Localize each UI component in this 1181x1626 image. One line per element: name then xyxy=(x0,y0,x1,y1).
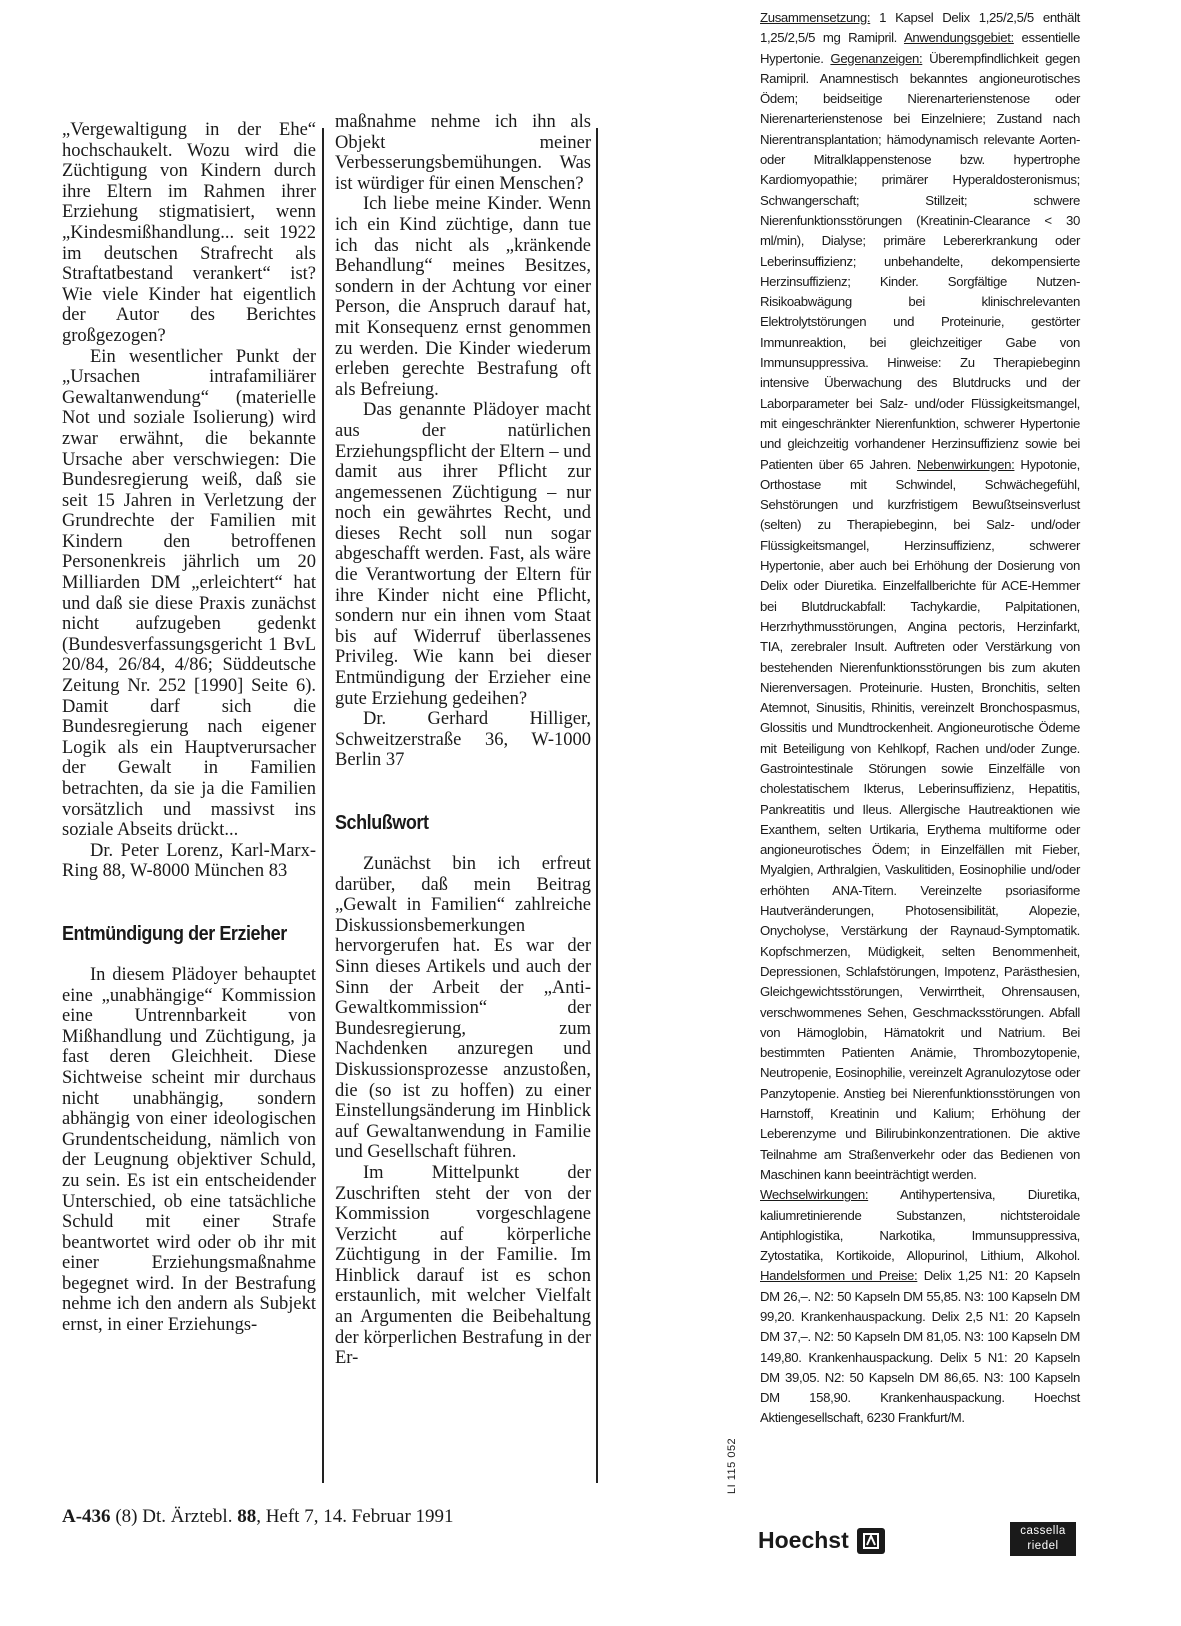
middle-column-text-2 xyxy=(335,854,591,1369)
paragraph: Das genannte Plädoyer macht aus der natürlichen Erziehungspflicht der Eltern – und damit aus ihrer Pflicht zur angemessenen Züchtigung – nur noch ein gewährtes Recht, und dieses Recht soll nun sogar abgeschafft werden. Fast, als wäre die Verantwortung der Eltern für ihre Kinder nicht eine Pflicht, sondern nur ein ihnen vom Staat bis auf Widerruf überlassenes Privileg. Wie kann bei dieser Entmündigung der Erzieher eine gute Erziehung gedeihen? xyxy=(335,400,591,709)
paragraph: maßnahme nehme ich ihn als Objekt meiner Verbesserungsbemühungen. Was ist würdiger für einen Menschen? xyxy=(335,112,591,194)
middle-column-text xyxy=(335,112,591,771)
hoechst-logo-icon xyxy=(857,1528,885,1554)
middle-column xyxy=(335,112,591,1369)
paragraph: „Vergewaltigung in der Ehe“ hochschaukelt. Wozu wird die Züchtigung von Kindern durch ihre Eltern im Rahmen ihrer Erziehung stigmatisiert, wenn „Kindesmißhandlung... seit 1922 im deutschen Strafrecht als Straftatbestand verankert“ ist? Wie viele Kinder hat eigentlich der Autor des Berichtes großgezogen? xyxy=(62,120,316,346)
label-zusammensetzung: Zusammensetzung: xyxy=(760,10,871,25)
section-heading: Entmündigung der Erzieher xyxy=(62,922,287,945)
paragraph: Im Mittelpunkt der Zuschriften steht der von der Kommission vorgeschlagene Verzicht auf körperliche Züchtigung in der Familie. Im Hinblick darauf ist es schon erstaunlich, mit welcher Vielfalt an Argumenten die Beibehaltung der körperlichen Bestrafung in der Er- xyxy=(335,1162,591,1369)
label-handelsformen: Handelsformen und Preise: xyxy=(760,1268,918,1284)
paragraph: Ich liebe meine Kinder. Wenn ich ein Kind züchtige, dann tue ich das nicht als „kränkende Behandlung“ meines Besitzes, sondern in der Achtung vor einer Person, die Anspruch darauf hat, mit Konsequenz ernst genommen zu werden. Die Kinder wiederum erleben gerechte Bestrafung oft als Befreiung. xyxy=(335,194,591,400)
cassella-riedel-logo xyxy=(1010,1522,1076,1556)
cassella-wordmark: cassella xyxy=(1020,1525,1066,1537)
issue-date: , Heft 7, 14. Februar 1991 xyxy=(256,1506,454,1527)
page-code: A-436 xyxy=(62,1506,111,1527)
text-zusammensetzung: 1 Kapsel Delix 1,25/2,5/5 enthält 1,25/2,5/5 mg Ramipril. xyxy=(760,10,1080,46)
drug-info-paragraph xyxy=(760,1185,1080,1429)
label-anwendungsgebiet: Anwendungsgebiet: xyxy=(903,30,1014,46)
hoechst-brand xyxy=(758,1527,885,1554)
riedel-wordmark: riedel xyxy=(1027,1540,1059,1552)
page-footer-citation xyxy=(62,1506,454,1528)
hoechst-wordmark: Hoechst xyxy=(758,1527,849,1553)
column-divider xyxy=(322,128,324,1483)
drug-info-column xyxy=(760,8,1080,1429)
signature: Dr. Gerhard Hilliger, Schweitzerstraße 36, W-1000 Berlin 37 xyxy=(335,709,591,771)
vertical-code: LI 115 052 xyxy=(726,1437,738,1494)
drug-info-paragraph xyxy=(760,8,1080,1185)
text-gegenanzeigen: Überempfindlichkeit gegen Ramipril. Anamnestisch bekanntes angioneurotisches Ödem; beidseitige Nierenarterienstenose oder Nierenarterienstenose bei Einzelniere; Zustand nach Nierentransplantation; hämodynamisch relevante Aorten- oder Mitralklappenstenose bzw. hypertrophe Kardiomyopathie; primärer Hyperaldosteronismus; Schwangerschaft; Stillzeit; schwere Nierenfunktionsstörungen (Kreatinin-Clearance < 30 ml/min), Dialyse; primäre Lebererkrankung oder Leberinsuffizienz; unbehandelte, dekompensierte Herzinsuffizienz; Kinder. Sorgfältige Nutzen-Risikoabwägung bei klinischrelevanten Elektrolytstörungen und Proteinurie, gestörter Immunreaktion, bei gleichzeitiger Gabe von Immunsuppressiva. Hinweise: Zu Therapiebeginn intensive Überwachung des Blutdrucks und der Laborparameter bei Salz- und/oder Flüssigkeitsmangel, mit eingeschränkter Nierenfunktion, schwerer Hypertonie und gleichzeitig vorhandener Herzinsuffizienz sowie bei Patienten über 65 Jahren. xyxy=(760,50,1080,472)
paragraph: Zunächst bin ich erfreut darüber, daß mein Beitrag „Gewalt in Familien“ zahlreiche Diskussionsbemerkungen hervorgerufen hat. Es war der Sinn dieses Artikels und auch der Sinn der Arbeit der „Anti-Gewaltkommission“ der Bundesregierung, zum Nachdenken anzuregen und Diskussionsprozesse anzustoßen, die (so ist zu hoffen) zu einer Einstellungsänderung im Hinblick auf Gewaltanwendung in Familie und Gesellschaft führen. xyxy=(335,854,591,1163)
journal-name: (8) Dt. Ärztebl. xyxy=(110,1506,238,1527)
signature: Dr. Peter Lorenz, Karl-Marx-Ring 88, W-8000 München 83 xyxy=(62,840,316,882)
left-column-text xyxy=(62,120,316,882)
label-wechselwirkungen: Wechselwirkungen: xyxy=(760,1187,869,1203)
text-wechselwirkungen: Antihypertensiva, Diuretika, kaliumretinierende Substanzen, nichtsteroidale Antiphlogistika, Narkotika, Immunsuppressiva, Zytostatika, Kortikoide, Allopurinol, Lithium, Alkohol. xyxy=(760,1187,1080,1264)
volume-number: 88 xyxy=(237,1506,257,1527)
text-nebenwirkungen: Hypotonie, Orthostase mit Schwindel, Schwächegefühl, Sehstörungen und kurzfristigem Bewußtseinsverlust (selten) zu Therapiebeginn, bei Salz- und/oder Flüssigkeitsmangel, Herzinsuffizienz, schwerer Hypertonie, aber auch bei Erhöhung der Dosierung von Delix oder Diuretika. Einzelfallberichte für ACE-Hemmer bei Blutdruckabfall: Tachykardie, Palpitationen, Herzrhythmusstörungen, Angina pectoris, Herzinfarkt, TIA, zerebraler Insult. Auftreten oder Verstärkung von bestehenden Nierenfunktionsstörungen bis zum akuten Nierenversagen. Proteinurie. Husten, Bronchitis, selten Atemnot, Sinusitis, Rhinitis, vereinzelt Bronchospasmus, Glossitis und Mundtrockenheit. Angioneurotische Ödeme mit Beteiligung von Kehlkopf, Rachen und/oder Zunge. Gastrointestinale Störungen sowie Einzelfälle von cholestatischem Ikterus, Leberinsuffizienz, Hepatitis, Pankreatitis und Ileus. Allergische Hautreaktionen wie Exanthem, selten Urtikaria, Erythema multiforme oder angioneurotisches Ödem; in Einzelfällen mit Fieber, Myalgien, Arthralgien, Vaskulitiden, Eosinophilie und/oder erhöhten ANA-Titern. Vereinzelte psoriasiforme Hautveränderungen, Photosensibilität, Alopezie, Onycholyse, Verstärkung der Raynaud-Symptomatik. Kopfschmerzen, Müdigkeit, selten Benommenheit, Depressionen, Schlafstörungen, Impotenz, Parästhesien, Gleichgewichtsstörungen, Verwirrtheit, Ohrensausen, verschwommenes Sehen, Geschmacksstörungen. Abfall von Hämoglobin, Hämatokrit und Natrium. Bei bestimmten Patienten Anämie, Thrombozytopenie, Neutropenie, Eosinophilie, vereinzelt Agranulozytose oder Panzytopenie. Anstieg bei Nierenfunktionsstörungen von Harnstoff, Kreatinin und Kalium; Erhöhung der Leberenzyme und Bilirubinkonzentrationen. Die aktive Teilnahme am Straßenverkehr oder das Bedienen von Maschinen kann beeinträchtigt werden. xyxy=(760,456,1080,1182)
text-anwendungsgebiet: essentielle Hypertonie. xyxy=(760,30,1080,66)
left-column-text-2 xyxy=(62,965,316,1336)
text-handelsformen: Delix 1,25 N1: 20 Kapseln DM 26,–. N2: 50 Kapseln DM 55,85. N3: 100 Kapseln DM 99,20. Krankenhauspackung. Delix 2,5 N1: 20 Kapseln DM 37,–. N2: 50 Kapseln DM 81,05. N3: 100 Kapseln DM 149,80. Krankenhauspackung. Delix 5 N1: 20 Kapseln DM 39,05. N2: 50 Kapseln DM 86,65. N3: 100 Kapseln DM 158,90. Krankenhauspackung. Hoechst Aktiengesellschaft, 6230 Frankfurt/M. xyxy=(760,1268,1080,1426)
drug-info-text xyxy=(760,8,1080,1429)
section-heading: Schlußwort xyxy=(335,812,429,834)
paragraph: In diesem Plädoyer behauptet eine „unabhängige“ Kommission eine Untrennbarkeit von Mißhandlung und Züchtigung, ja fast deren Gleichheit. Diese Sichtweise scheint mir durchaus nicht unabhängig, sondern abhängig von einer ideologischen Grundentscheidung, nämlich von der Leugnung objektiver Schuld, zu sein. Es ist ein entscheidender Unterschied, ob eine tatsächliche Schuld mit einer Strafe beantwortet wird oder ob ihr mit einer Erziehungsmaßnahme begegnet wird. In der Bestrafung nehme ich den andern als Subjekt ernst, in einer Erziehungs- xyxy=(62,964,316,1336)
column-divider xyxy=(596,128,598,1483)
label-gegenanzeigen: Gegenanzeigen: xyxy=(830,50,923,66)
paragraph: Ein wesentlicher Punkt der „Ursachen intrafamiliärer Gewaltanwendung“ (materielle Not und soziale Isolierung) wird zwar erwähnt, die bekannte Ursache aber verschwiegen: Die Bundesregierung weiß, daß sie seit 15 Jahren in Verletzung der Grundrechte der Familien mit Kindern den betroffenen Personenkreis jährlich um 20 Milliarden DM „erleichtert“ hat und daß sie diese Praxis zunächst nicht aufzugeben gedenkt (Bundesverfassungsgericht 1 BvL 20/84, 26/84, 4/86; Süddeutsche Zeitung Nr. 252 [1990] Seite 6). Damit darf sich die Bundesregierung nach eigener Logik als ein Hauptverursacher der Gewalt in Familien betrachten, da sie ja die Familien vorsätzlich und massivst ins soziale Abseits drückt... xyxy=(62,346,316,841)
left-column xyxy=(62,120,316,1336)
label-nebenwirkungen: Nebenwirkungen: xyxy=(917,456,1015,472)
